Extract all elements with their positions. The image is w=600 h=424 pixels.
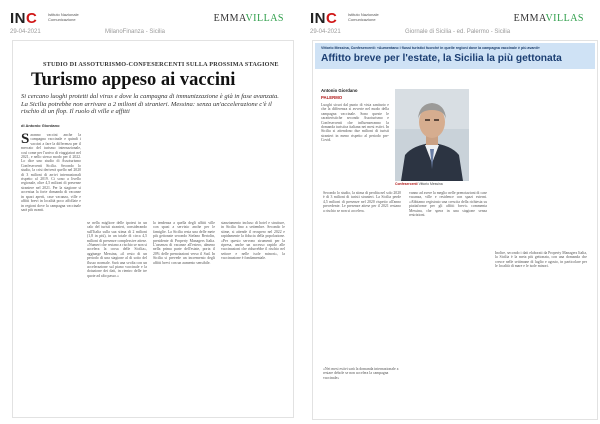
emma-villas-logo: EMMAVILLAS (213, 13, 284, 24)
article-column: se nella migliore delle ipotesi in un calo del turisti stranieri, considerando sull'Italia sulla sua stima di 2 milioni (1,8 in più), in un totale di circa 4,5 milioni di presenze complessive attese. «Numeri che restano a rischio se non si accelera la corsa delle Sicilia», aggiunge Messina, «il resto di un periodo di una stagione al di sotto del flusso normale. Sarà una svolta con un accelerazione sul piano vaccinale e la dotazione dei dati, in rientro delle tre quote ad alto passo.» (87, 221, 147, 278)
dropcap: S (21, 133, 30, 147)
clipping-source: Giornale di Sicilia - ed. Palermo - Sicilia (405, 29, 511, 35)
article-dateline: PALERMO (321, 95, 343, 100)
article-quote: «Nei mesi estivi sarà la domanda internazionale a restare debole se non accelera la campagna vaccinale» (323, 367, 399, 380)
portrait-photo (395, 89, 469, 181)
inc-logo: INC (310, 10, 338, 27)
article-column: Luoghi sicuri dal punto di vista sanitario e che la differenza si avverte nel modo della campagna vaccinale. Sono queste le caratteristiche secondo Assoturismo e Confesercenti che influenzeranno la domanda turistica italiana nei mesi estivi. In Sicilia si attendono due milioni di turisti stranieri in meno rispetto al periodo pre-Covid. (321, 103, 389, 143)
clipping-date: 29-04-2021 (10, 29, 41, 35)
newspaper-clipping (312, 40, 598, 420)
article-column: Inoltre, secondo i dati elaborati da Property Managers Italia, la Sicilia è la meta più gettonata, con una domanda che cresce nelle settimane di luglio e agosto, in particolare per le località di mare e le isole minori. (495, 251, 587, 269)
inc-logo: INC (10, 10, 38, 27)
clipping-date: 29-04-2021 (310, 29, 341, 35)
inc-tagline: Istituto Nazionale Comunicazione (48, 12, 79, 22)
clipping-source: MilanoFinanza - Sicilia (105, 29, 166, 35)
article-subtitle: Si cercano luoghi protetti dal virus e dove la campagna di immunizzazione è già in fase avanzata. La Sicilia potrebbe non arrivare a 2 milioni di stranieri. Messina: senza un'accelerazione c'è il rischio di un flop. Il ruolo di ville e affitti (21, 93, 279, 116)
article-lead: Vittorio Messina, Confesercenti: «Aumentano i flussi turistici fuorché in quelle regioni dove la campagna vaccinale è più avanti» (321, 46, 540, 50)
article-headline: Turismo appeso ai vaccini (31, 70, 236, 90)
article-column: stanziamento incluso di hotel e strutture, in Sicilia fino a settembre. Secondo le stime, si attende il recupero nel 2022 e rapidamente la fiducia della popolazione. «Per questo servono strumenti per la ripresa, anche un accesso rapido alle vaccinazioni che ridurrebbe il rischio nel settore e nelle isole minori», la vaccinazione è fondamentale. (221, 221, 285, 261)
headline-banner (315, 43, 595, 69)
article-column: Secondo lo studio, la stima di perdita nel solo 2020 è di 3 milioni di turisti stranieri. La Sicilia perde 4,5 milioni di presenze nel 2020 rispetto all'anno precedente. Le presenze attese per il 2021 restano a rischio se non si accelera. (323, 191, 401, 213)
article-column: Saranno vaccini anche la campagna vaccinale e quindi i vaccini a fare la differenza per il mercato del turismo internazionale, così come per l'arrivo di viaggiatori nel 2021, e nello stesso modo per il 2022. Lo dice uno studio di Assoturismo Confesercenti Sicilia. Secondo lo studio, la crisi deriverà quello nel 2020 di 3 milioni di arrivi internazionali rispetto al 2019. Ci sono a livello regionale, oltre 4,5 milioni di presenze straniere nel 2021. Per la stagione si accentua la forte domanda di vacanze in spazi aperti, case vacanza, ville e affitti brevi in località poco affollate e in regioni dove la campagna vaccinale sarà più avanti. (21, 133, 81, 212)
clipping-meta (10, 29, 290, 35)
article-column: vanno ad avere la meglio nelle prenotazioni di case vacanza, ville e residence con spazi esterni. «Abbiamo registrato una crescita della richiesta su piattaforme per gli affitti brevi» commenta Messina, che spera in una stagione senza restrizioni. (409, 191, 487, 218)
article-author: Antonio Giordano (321, 88, 358, 93)
clipping-meta (310, 29, 590, 35)
newspaper-clipping (12, 40, 294, 418)
article-byline: di Antonio Giordano (21, 123, 60, 128)
article-column: la tendenza a quella degli affitti ville con spazi a servizio anche per le famiglie. La Sicilia resta una delle mete più gettonate secondo Stefano Bertolin, presidente di Property Managers Italia. L'assenza di vacanze all'estero, almeno nella prima parte dell'estate, porta il 20% delle prenotazioni verso il Sud. In Sicilia si prevede un incremento degli affitti brevi con un aumento sensibile. (153, 221, 215, 265)
photo-caption: Confesercenti Vittorio Messina (395, 182, 443, 186)
emma-villas-logo: EMMAVILLAS (513, 13, 584, 24)
article-kicker: STUDIO DI ASSOTURISMO-CONFESERCENTI SULLA PROSSIMA STAGIONE (43, 61, 279, 68)
article-headline: Affitto breve per l'estate, la Sicilia la più gettonata (321, 53, 562, 64)
inc-tagline: Istituto Nazionale Comunicazione (348, 12, 379, 22)
portrait-illustration (395, 89, 469, 181)
press-page-right (300, 0, 600, 424)
